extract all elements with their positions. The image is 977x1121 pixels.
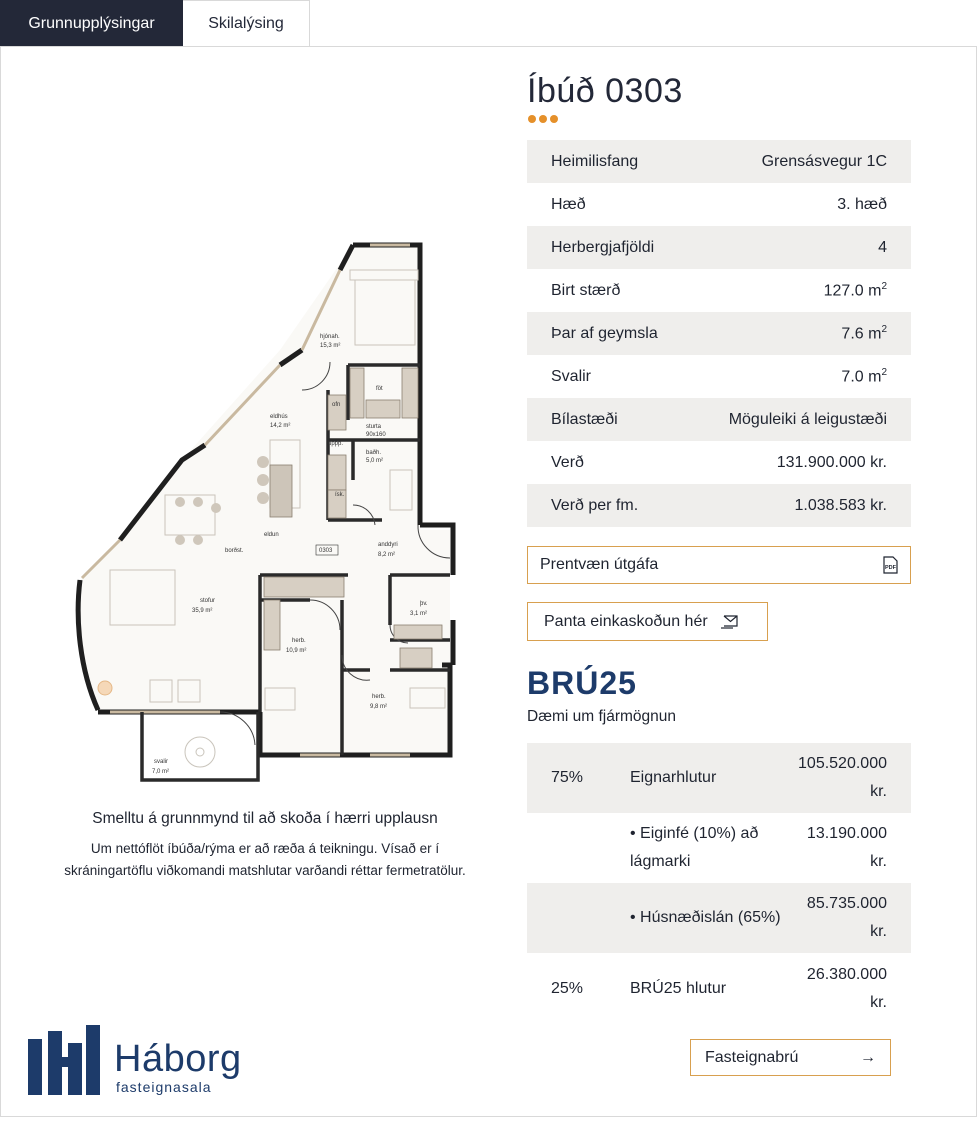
info-row-parking <box>527 398 911 441</box>
info-row-size <box>527 269 911 312</box>
fixture-label-ofn: ofn <box>332 402 341 408</box>
room-label-herb-1: herb. <box>292 638 306 644</box>
financing-label: • Eiginfé (10%) að lágmarki <box>630 825 759 870</box>
info-row-price-per-sqm <box>527 484 911 527</box>
fixture-label-uppth: uppþ. <box>328 441 344 447</box>
room-label-badh: baðh. <box>366 450 382 456</box>
haborg-logo <box>28 1025 242 1095</box>
room-label-bordst: borðst. <box>225 548 244 554</box>
financing-row <box>527 883 911 953</box>
room-area-anddyri: 8,2 m² <box>378 552 396 558</box>
financing-amount: 105.520.000 kr. <box>798 755 887 800</box>
financing-pct: 25% <box>551 980 584 997</box>
svg-text:PDF: PDF <box>885 565 896 571</box>
print-version-button[interactable] <box>527 546 911 584</box>
fixture-label-fot: föt <box>376 386 383 392</box>
room-label-svalir: svalir <box>154 759 169 765</box>
info-label: Verð <box>551 453 584 471</box>
info-label: Þar af geymsla <box>551 324 658 342</box>
info-value: 7.6 $m^2$ <box>841 323 887 343</box>
logo-sub: fasteignasala <box>116 1079 212 1095</box>
fixture-label-isk: ísk. <box>335 492 345 498</box>
fixture-label-sturta: sturta <box>366 424 382 430</box>
unit-number-label: 0303 <box>319 548 333 554</box>
info-label: Verð per fm. <box>551 496 639 514</box>
room-area-svalir: 7,0 m² <box>152 769 170 775</box>
financing-amount: 26.380.000 kr. <box>806 966 887 1011</box>
info-value: 1.038.583 kr. <box>794 496 887 514</box>
room-area-hjonah: 15,3 m² <box>320 343 341 349</box>
room-label-anddyri: anddyri <box>378 542 398 548</box>
info-label: Heimilisfang <box>551 152 639 170</box>
page-title: Íbúð 0303 <box>527 72 683 110</box>
financing-row <box>527 953 911 1025</box>
financing-table <box>527 743 911 1025</box>
mail-send-icon <box>720 615 738 629</box>
info-label: Hæð <box>551 195 586 213</box>
fixture-label-eldun: eldun <box>264 532 279 538</box>
info-value: 131.900.000 kr. <box>776 453 887 471</box>
info-label: Birt stærð <box>551 281 621 299</box>
info-row-storage <box>527 312 911 355</box>
room-area-eldhus: 14,2 m² <box>270 423 291 429</box>
room-label-herb-2: herb. <box>372 694 386 700</box>
financing-amount: 13.190.000 kr. <box>806 825 887 870</box>
property-info-table <box>527 140 911 527</box>
accent-dots <box>528 115 558 123</box>
floor-plan-note: Um nettóflöt íbúða/rýma er að ræða á teikningu. Vísað er í skráningartöflu viðkomandi matshlutar varðandi réttar fermetratölur. <box>64 841 466 878</box>
financing-label: Eignarhlutur <box>630 769 717 786</box>
info-row-address <box>527 140 911 183</box>
order-viewing-label: Panta einkaskoðun hér <box>544 612 708 630</box>
financing-label: BRÚ25 hlutur <box>630 980 727 997</box>
room-label-eldhus: eldhús <box>270 414 288 420</box>
info-value: Möguleiki á leigustæði <box>728 410 887 428</box>
info-label: Svalir <box>551 367 592 385</box>
info-label: Bílastæði <box>551 410 618 428</box>
info-value: 7.0 $m^2$ <box>841 366 887 386</box>
info-row-balcony <box>527 355 911 398</box>
floor-plan-caption <box>60 810 470 882</box>
room-area-herb-2: 9,8 m² <box>370 704 388 710</box>
bru25-logo: BRÚ25 <box>527 665 637 701</box>
financing-row <box>527 813 911 883</box>
floor-plan-hint: Smelltu á grunnmynd til að skoða í hærri upplausn <box>92 810 438 827</box>
financing-row <box>527 743 911 813</box>
haborg-logo-mark <box>28 1025 100 1095</box>
room-area-thv: 3,1 m² <box>410 611 428 617</box>
room-label-hjonah: hjónah. <box>320 334 340 340</box>
fixture-label-sturta-size: 90x160 <box>366 432 386 438</box>
financing-pct: 75% <box>551 769 584 786</box>
arrow-right-icon: → <box>860 1048 876 1066</box>
info-value: Grensásvegur 1C <box>761 152 887 170</box>
tab-bar <box>0 0 310 47</box>
fasteignabru-label: Fasteignabrú <box>705 1048 799 1066</box>
room-label-thv: þv. <box>420 601 428 607</box>
logo-name: Háborg <box>114 1038 242 1080</box>
financing-amount: 85.735.000 kr. <box>806 895 887 940</box>
info-value: 4 <box>878 238 887 256</box>
floor-plan-image[interactable] <box>70 240 460 785</box>
financing-subtitle: Dæmi um fjármögnun <box>527 708 677 725</box>
pdf-icon <box>882 556 898 574</box>
room-area-herb-1: 10,9 m² <box>286 648 307 654</box>
fasteignabru-button[interactable] <box>690 1039 891 1076</box>
tab-grunnupplysingar[interactable]: Grunnupplýsingar <box>0 0 183 47</box>
room-area-badh: 5,0 m² <box>366 458 384 464</box>
info-value: 127.0 $m^2$ <box>823 280 887 300</box>
print-version-label: Prentvæn útgáfa <box>540 556 659 573</box>
room-label-stofur: stofur <box>200 598 216 604</box>
tab-skilalysing[interactable]: Skilalýsing <box>183 0 310 47</box>
info-label: Herbergjafjöldi <box>551 238 655 256</box>
info-row-floor <box>527 183 911 226</box>
info-row-price <box>527 441 911 484</box>
info-row-rooms <box>527 226 911 269</box>
order-viewing-button[interactable] <box>527 602 768 641</box>
room-area-stofur: 35,9 m² <box>192 608 213 614</box>
info-value: 3. hæð <box>837 195 887 213</box>
financing-label: • Húsnæðislán (65%) <box>630 909 781 926</box>
